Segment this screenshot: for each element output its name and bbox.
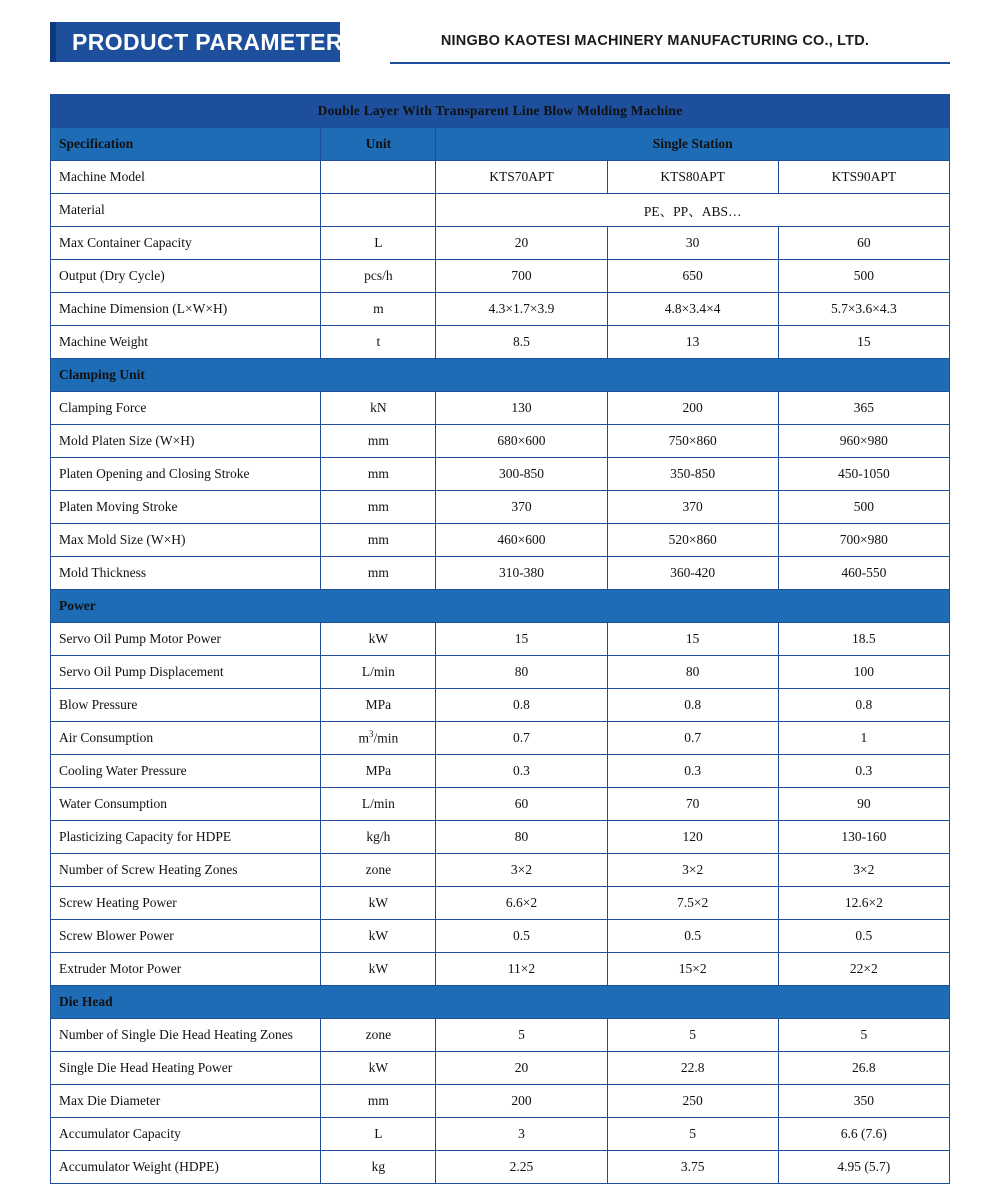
row-value-3: 18.5: [778, 623, 949, 656]
row-value-3: 6.6 (7.6): [778, 1118, 949, 1151]
row-label: Air Consumption: [51, 722, 321, 755]
table-section-row: [51, 986, 950, 1019]
row-label: Max Container Capacity: [51, 227, 321, 260]
row-value-2: 15×2: [607, 953, 778, 986]
row-unit: mm: [321, 1085, 436, 1118]
company-name: NINGBO KAOTESI MACHINERY MANUFACTURING CO., LTD.: [440, 33, 870, 49]
table-title-row: [51, 95, 950, 128]
row-value-2: 80: [607, 656, 778, 689]
table-row: [51, 557, 950, 590]
row-value-material: PE、PP、ABS…: [436, 194, 950, 227]
row-label: Number of Single Die Head Heating Zones: [51, 1019, 321, 1052]
row-unit: [321, 194, 436, 227]
page-title: PRODUCT PARAMETER: [72, 28, 343, 55]
row-value-2: 3.75: [607, 1151, 778, 1184]
row-label: Material: [51, 194, 321, 227]
table-row: [51, 1118, 950, 1151]
table-row: [51, 392, 950, 425]
row-label: Screw Blower Power: [51, 920, 321, 953]
row-value-3: 960×980: [778, 425, 949, 458]
spec-table-container: [50, 94, 950, 1184]
row-value-1: 200: [436, 1085, 607, 1118]
row-value-1: 80: [436, 821, 607, 854]
row-label: Accumulator Capacity: [51, 1118, 321, 1151]
table-row: [51, 1151, 950, 1184]
row-value-1: 11×2: [436, 953, 607, 986]
row-label: Single Die Head Heating Power: [51, 1052, 321, 1085]
table-row: [51, 689, 950, 722]
row-value-1: 130: [436, 392, 607, 425]
row-unit: kW: [321, 1052, 436, 1085]
row-value-1: 20: [436, 227, 607, 260]
row-value-1: 370: [436, 491, 607, 524]
row-value-3: 700×980: [778, 524, 949, 557]
row-value-2: KTS80APT: [607, 161, 778, 194]
row-value-1: 2.25: [436, 1151, 607, 1184]
row-value-1: 4.3×1.7×3.9: [436, 293, 607, 326]
row-unit: zone: [321, 1019, 436, 1052]
row-value-2: 5: [607, 1019, 778, 1052]
row-value-2: 3×2: [607, 854, 778, 887]
table-row: [51, 524, 950, 557]
row-unit: mm: [321, 524, 436, 557]
row-unit: mm: [321, 425, 436, 458]
table-row: [51, 722, 950, 755]
row-label: Cooling Water Pressure: [51, 755, 321, 788]
row-label: Servo Oil Pump Motor Power: [51, 623, 321, 656]
row-unit: t: [321, 326, 436, 359]
row-value-2: 520×860: [607, 524, 778, 557]
row-value-3: 15: [778, 326, 949, 359]
row-value-3: 60: [778, 227, 949, 260]
row-label: Number of Screw Heating Zones: [51, 854, 321, 887]
row-value-3: 3×2: [778, 854, 949, 887]
column-header-specification: Specification: [51, 128, 321, 161]
row-unit: kW: [321, 920, 436, 953]
row-label: Machine Weight: [51, 326, 321, 359]
row-unit: L: [321, 1118, 436, 1151]
row-unit: mm: [321, 557, 436, 590]
row-value-3: 26.8: [778, 1052, 949, 1085]
row-unit: mm: [321, 458, 436, 491]
row-value-3: 365: [778, 392, 949, 425]
table-row: [51, 1085, 950, 1118]
row-value-3: 0.5: [778, 920, 949, 953]
table-row: [51, 458, 950, 491]
table-row: [51, 755, 950, 788]
row-value-2: 200: [607, 392, 778, 425]
table-row: [51, 623, 950, 656]
row-value-2: 250: [607, 1085, 778, 1118]
row-label: Mold Platen Size (W×H): [51, 425, 321, 458]
row-value-2: 350-850: [607, 458, 778, 491]
row-value-1: KTS70APT: [436, 161, 607, 194]
row-value-2: 0.3: [607, 755, 778, 788]
row-value-2: 4.8×3.4×4: [607, 293, 778, 326]
table-row: [51, 491, 950, 524]
row-value-3: 5: [778, 1019, 949, 1052]
row-unit: L: [321, 227, 436, 260]
row-value-1: 310-380: [436, 557, 607, 590]
row-label: Clamping Force: [51, 392, 321, 425]
row-value-1: 15: [436, 623, 607, 656]
column-header-single-station: Single Station: [436, 128, 950, 161]
row-value-2: 15: [607, 623, 778, 656]
row-value-3: 5.7×3.6×4.3: [778, 293, 949, 326]
row-value-2: 70: [607, 788, 778, 821]
table-row: [51, 1052, 950, 1085]
row-value-3: 4.95 (5.7): [778, 1151, 949, 1184]
row-label: Mold Thickness: [51, 557, 321, 590]
row-value-1: 700: [436, 260, 607, 293]
row-value-3: 1: [778, 722, 949, 755]
spec-table: [50, 94, 950, 1184]
row-value-2: 13: [607, 326, 778, 359]
row-value-2: 22.8: [607, 1052, 778, 1085]
row-value-2: 5: [607, 1118, 778, 1151]
row-unit: mm: [321, 491, 436, 524]
row-unit: MPa: [321, 689, 436, 722]
table-row: [51, 854, 950, 887]
column-header-unit: Unit: [321, 128, 436, 161]
section-title: Power: [51, 590, 950, 623]
row-unit: [321, 161, 436, 194]
table-title: Double Layer With Transparent Line Blow Molding Machine: [51, 95, 950, 128]
row-value-3: 500: [778, 260, 949, 293]
table-row: [51, 194, 950, 227]
row-value-2: 30: [607, 227, 778, 260]
row-value-3: 22×2: [778, 953, 949, 986]
table-row: [51, 887, 950, 920]
row-value-1: 20: [436, 1052, 607, 1085]
row-unit: L/min: [321, 788, 436, 821]
row-label: Platen Moving Stroke: [51, 491, 321, 524]
row-value-3: 12.6×2: [778, 887, 949, 920]
table-header-row: [51, 128, 950, 161]
row-value-3: 450-1050: [778, 458, 949, 491]
row-value-3: 350: [778, 1085, 949, 1118]
table-row: [51, 161, 950, 194]
section-title: Die Head: [51, 986, 950, 1019]
row-value-2: 370: [607, 491, 778, 524]
table-row: [51, 260, 950, 293]
table-row: [51, 920, 950, 953]
table-row: [51, 821, 950, 854]
row-value-1: 60: [436, 788, 607, 821]
row-unit: kg/h: [321, 821, 436, 854]
row-label: Machine Model: [51, 161, 321, 194]
row-unit: kW: [321, 623, 436, 656]
row-label: Servo Oil Pump Displacement: [51, 656, 321, 689]
row-label: Platen Opening and Closing Stroke: [51, 458, 321, 491]
table-row: [51, 788, 950, 821]
table-row: [51, 293, 950, 326]
row-value-1: 8.5: [436, 326, 607, 359]
row-value-1: 680×600: [436, 425, 607, 458]
row-value-1: 0.3: [436, 755, 607, 788]
row-unit: m: [321, 293, 436, 326]
row-label: Accumulator Weight (HDPE): [51, 1151, 321, 1184]
row-value-3: 0.3: [778, 755, 949, 788]
row-value-3: 90: [778, 788, 949, 821]
table-row: [51, 953, 950, 986]
row-label: Max Die Diameter: [51, 1085, 321, 1118]
row-unit: $m^3/\min$: [321, 722, 436, 755]
row-unit: kW: [321, 887, 436, 920]
page-title-banner: [50, 22, 343, 62]
row-label: Plasticizing Capacity for HDPE: [51, 821, 321, 854]
row-value-1: 80: [436, 656, 607, 689]
row-unit: kN: [321, 392, 436, 425]
row-value-2: 120: [607, 821, 778, 854]
row-value-1: 460×600: [436, 524, 607, 557]
table-row: [51, 656, 950, 689]
row-value-3: 100: [778, 656, 949, 689]
row-value-2: 0.8: [607, 689, 778, 722]
row-unit: pcs/h: [321, 260, 436, 293]
page-header: [0, 0, 1000, 72]
row-value-1: 3×2: [436, 854, 607, 887]
table-row: [51, 227, 950, 260]
table-row: [51, 1019, 950, 1052]
row-value-1: 300-850: [436, 458, 607, 491]
section-title: Clamping Unit: [51, 359, 950, 392]
row-value-3: 0.8: [778, 689, 949, 722]
row-value-3: 460-550: [778, 557, 949, 590]
row-value-2: 750×860: [607, 425, 778, 458]
row-value-1: 0.7: [436, 722, 607, 755]
row-label: Blow Pressure: [51, 689, 321, 722]
table-row: [51, 425, 950, 458]
row-label: Screw Heating Power: [51, 887, 321, 920]
row-value-2: 650: [607, 260, 778, 293]
table-row: [51, 326, 950, 359]
row-unit: L/min: [321, 656, 436, 689]
row-unit: kg: [321, 1151, 436, 1184]
row-value-1: 0.8: [436, 689, 607, 722]
row-value-3: 500: [778, 491, 949, 524]
row-value-3: KTS90APT: [778, 161, 949, 194]
row-label: Output (Dry Cycle): [51, 260, 321, 293]
row-value-1: 5: [436, 1019, 607, 1052]
table-section-row: [51, 359, 950, 392]
row-unit: kW: [321, 953, 436, 986]
row-value-1: 6.6×2: [436, 887, 607, 920]
row-label: Max Mold Size (W×H): [51, 524, 321, 557]
row-label: Water Consumption: [51, 788, 321, 821]
row-value-2: 7.5×2: [607, 887, 778, 920]
row-unit: zone: [321, 854, 436, 887]
row-value-3: 130-160: [778, 821, 949, 854]
row-value-2: 0.5: [607, 920, 778, 953]
row-value-1: 3: [436, 1118, 607, 1151]
row-label: Extruder Motor Power: [51, 953, 321, 986]
table-section-row: [51, 590, 950, 623]
row-value-2: 0.7: [607, 722, 778, 755]
row-label: Machine Dimension (L×W×H): [51, 293, 321, 326]
row-unit: MPa: [321, 755, 436, 788]
row-value-1: 0.5: [436, 920, 607, 953]
header-divider: [390, 62, 950, 64]
row-value-2: 360-420: [607, 557, 778, 590]
